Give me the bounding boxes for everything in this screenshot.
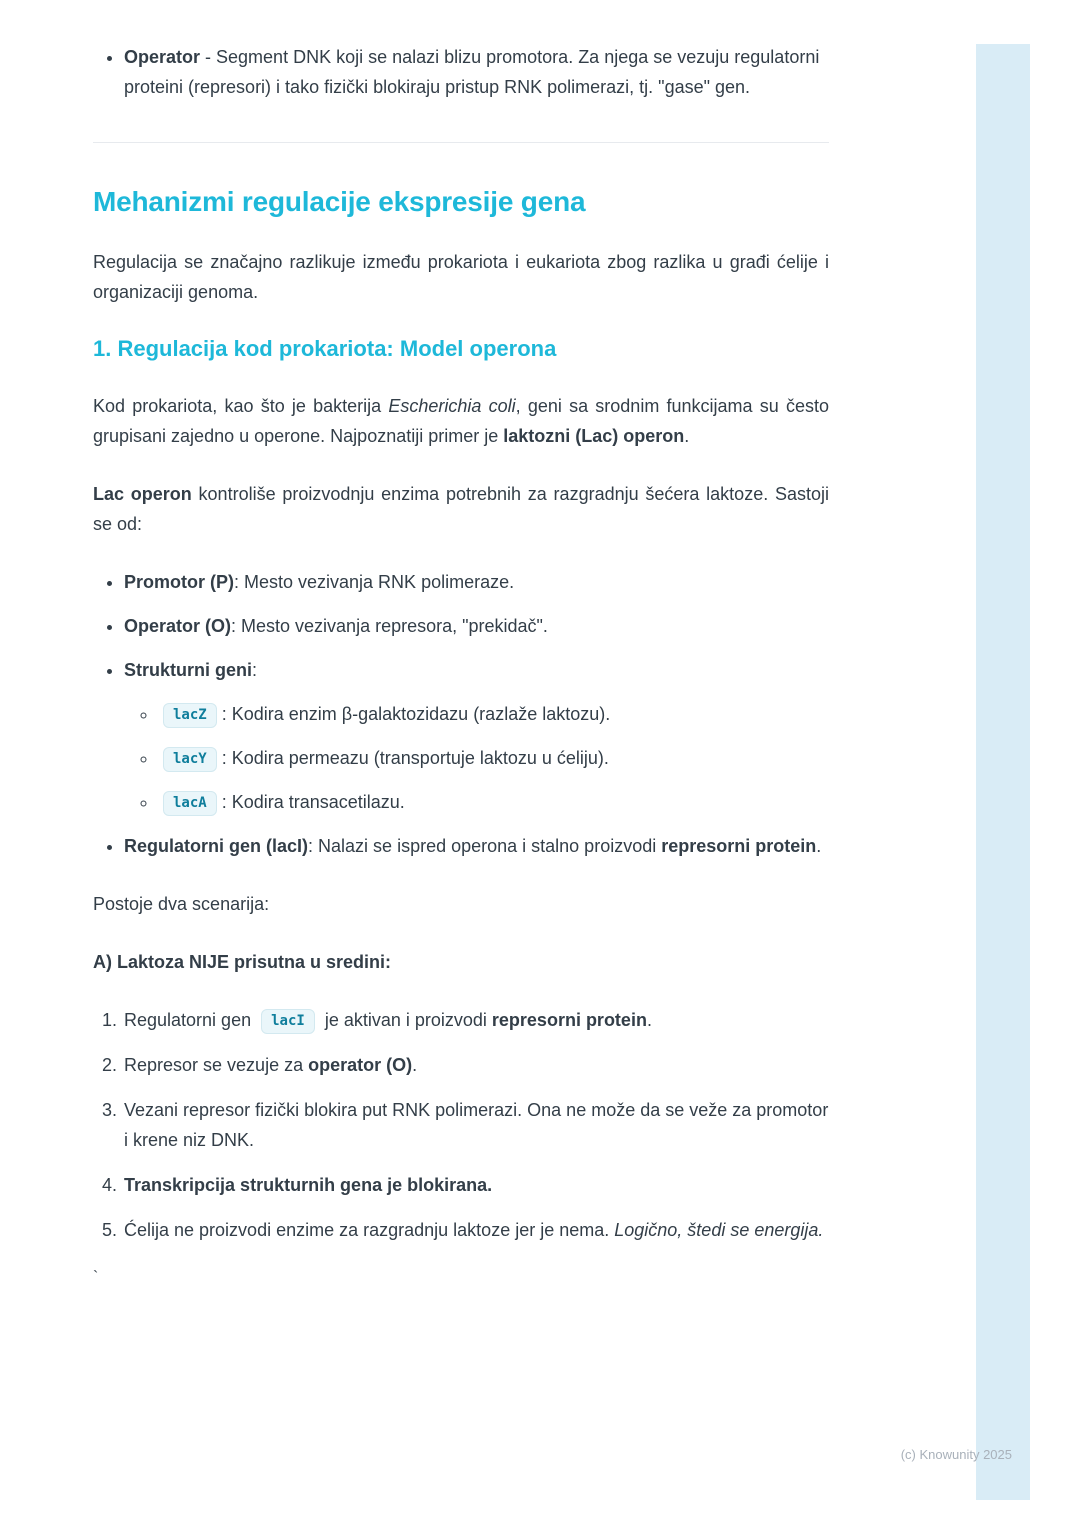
step-number: 5.	[102, 1220, 118, 1240]
step-number: 3.	[102, 1100, 118, 1120]
list-item-promoter	[124, 567, 829, 597]
text-segment: :	[252, 660, 258, 680]
text-segment: : Mesto vezivanja represora, "prekidač".	[231, 616, 548, 636]
text-segment: , geni sa srodnim funkcijama su često grupisani zajedno u operone. Najpoznatiji primer je	[93, 396, 829, 446]
step-text	[124, 1215, 829, 1245]
copyright-notice: (c) Knowunity 2025	[900, 1447, 1012, 1462]
bold-term: Strukturni geni	[124, 660, 253, 680]
text-segment: je aktivan i proizvodi	[319, 1010, 492, 1030]
italic-segment: Logično, štedi se energija.	[614, 1220, 824, 1240]
bold-segment: Lac operon	[93, 484, 192, 504]
text-segment: : Kodira permeazu (transportuje laktozu u ćeliju).	[221, 748, 609, 768]
text-segment: Regulatorni gen	[124, 1010, 257, 1030]
step-text	[124, 1170, 829, 1200]
text-segment: : Mesto vezivanja RNK polimeraze.	[234, 572, 515, 592]
operator-definition-list	[93, 42, 829, 102]
bold-segment: represorni protein	[661, 836, 817, 856]
note-content	[93, 42, 829, 1293]
code-chip-lacA: lacA	[163, 791, 217, 816]
step-text	[124, 1005, 829, 1035]
list-item-structural-genes	[124, 655, 829, 817]
bold-segment: laktozni (Lac) operon	[503, 426, 685, 446]
step-text	[124, 1095, 829, 1155]
step-item-4	[93, 1170, 829, 1200]
text-segment: : Nalazi se ispred operona i stalno proizvodi	[308, 836, 662, 856]
list-item-regulatory-gene	[124, 831, 829, 861]
bold-segment: Transkripcija strukturnih gena je blokirana.	[124, 1175, 493, 1195]
scenario-a-steps	[93, 1005, 829, 1245]
intro-paragraph: Regulacija se značajno razlikuje između prokariota i eukariota zbog razlika u građi ćelije i organizaciji genoma.	[93, 252, 829, 302]
step-item-1	[93, 1005, 829, 1035]
text-segment: Ćelija ne proizvodi enzime za razgradnju laktoze jer je nema.	[124, 1220, 615, 1240]
text-segment: Kod prokariota, kao što je bakterija	[93, 396, 389, 416]
list-item-operator-definition	[124, 42, 829, 102]
text-segment: Represor se vezuje za	[124, 1055, 309, 1075]
bold-term: Operator	[124, 47, 201, 67]
text-segment: .	[816, 836, 822, 856]
text-segment: kontroliše proizvodnju enzima potrebnih za razgradnju šećera laktoze. Sastoji se od:	[93, 484, 829, 534]
bold-segment: represorni protein	[491, 1010, 647, 1030]
text-segment: .	[646, 1010, 652, 1030]
list-item-lacA	[158, 787, 829, 817]
subsection-title: 1. Regulacija kod prokariota: Model operona	[93, 336, 557, 361]
step-item-2	[93, 1050, 829, 1080]
step-item-5	[93, 1215, 829, 1245]
code-chip-lacZ: lacZ	[163, 703, 217, 728]
prokaryote-paragraph	[93, 391, 829, 451]
bold-term: Regulatorni gen (lacI)	[124, 836, 309, 856]
italic-segment: Escherichia coli	[388, 396, 516, 416]
structural-genes-sublist	[124, 699, 829, 817]
text-segment: : Kodira transacetilazu.	[221, 792, 405, 812]
page-title: Mehanizmi regulacije ekspresije gena	[93, 186, 586, 217]
right-margin-stripe	[976, 44, 1030, 1500]
list-item-lacZ	[158, 699, 829, 729]
text-segment: - Segment DNK koji se nalazi blizu promotora. Za njega se vezuju regulatorni proteini (represori) i tako fizički blokiraju pristup RNK polimerazi, tj. "gase" gen.	[124, 47, 820, 97]
stray-backtick: `	[93, 1269, 99, 1286]
bold-term: Promotor (P)	[124, 572, 234, 592]
scenario-a-title: A) Laktoza NIJE prisutna u sredini:	[93, 952, 392, 972]
lac-operon-paragraph	[93, 479, 829, 539]
bold-segment: operator (O)	[308, 1055, 413, 1075]
text-segment: .	[412, 1055, 418, 1075]
step-number: 2.	[102, 1055, 118, 1075]
list-item-operator	[124, 611, 829, 641]
text-segment: Vezani represor fizički blokira put RNK polimerazi. Ona ne može da se veže za promotor i krene niz DNK.	[124, 1100, 829, 1150]
text-segment: .	[684, 426, 690, 446]
bold-term: Operator (O)	[124, 616, 232, 636]
step-text	[124, 1050, 829, 1080]
list-item-lacY	[158, 743, 829, 773]
step-number: 1.	[102, 1010, 118, 1030]
scenarios-lead: Postoje dva scenarija:	[93, 894, 270, 914]
step-item-3	[93, 1095, 829, 1155]
text-segment: : Kodira enzim β-galaktozidazu (razlaže laktozu).	[221, 704, 611, 724]
section-divider	[93, 142, 829, 143]
operon-components-list	[93, 567, 829, 861]
code-chip-lacI: lacI	[261, 1009, 315, 1034]
step-number: 4.	[102, 1175, 118, 1195]
code-chip-lacY: lacY	[163, 747, 217, 772]
